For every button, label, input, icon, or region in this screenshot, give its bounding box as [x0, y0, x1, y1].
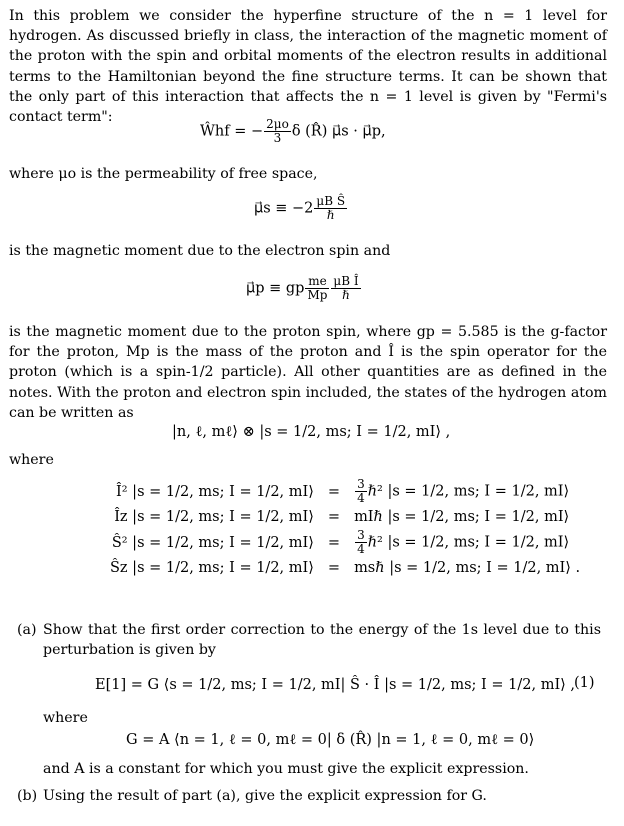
whf-fraction [264, 118, 291, 145]
eigen-rhs [354, 556, 580, 580]
g-equation: G = A ⟨n = 1, ℓ = 0, mℓ = 0| δ (R̂) |n = 1, ℓ = 0, mℓ = 0⟩ [126, 732, 535, 748]
whf-rhs: δ (R̂) μ⃗s · μ⃗p, [291, 123, 386, 140]
part-a-text: Show that the first order correction to the energy of the 1s level due to this perturbation is given by [43, 622, 601, 658]
part-b [17, 786, 601, 806]
eigen-rhs-text: msℏ |s = 1/2, ms; I = 1/2, mI⟩ . [354, 560, 581, 576]
part-a [17, 620, 601, 660]
whf-lhs: Ŵhf = − [200, 123, 264, 140]
eigen-rhs-text: ℏ² |s = 1/2, ms; I = 1/2, mI⟩ [367, 534, 570, 551]
mus-frac-den: ℏ [326, 208, 335, 222]
proton-moment-equation [246, 275, 362, 302]
eigen-rhs [354, 478, 580, 505]
eigen-row [110, 529, 580, 556]
part-a-tail: and A is a constant for which you must give the explicit expression. [43, 761, 529, 777]
where-mu0-text: where μo is the permeability of free space, [9, 166, 318, 182]
eigen-lhs: Îz |s = 1/2, ms; I = 1/2, mI⟩ [114, 509, 314, 525]
mup-mass-fraction [305, 275, 329, 302]
eigen-rhs-text: mIℏ |s = 1/2, ms; I = 1/2, mI⟩ [354, 509, 570, 525]
mup-lhs: μ⃗p ≡ gp [246, 280, 305, 297]
equation-number: (1) [574, 675, 595, 691]
eigen-rhs [354, 529, 580, 556]
eigen-equals: = [327, 560, 341, 576]
mup-frac1-num: me [305, 275, 329, 289]
eigen-coef-num: 3 [357, 477, 365, 491]
eigen-equals: = [327, 509, 341, 525]
where-label: where [9, 452, 54, 468]
intro-paragraph: In this problem we consider the hyperfine structure of the n = 1 level for hydrogen. As discussed briefly in class, the interaction of the magnetic moment of the proton with the spin and orbital moments of the electron results in additional terms to the Hamiltonian beyond the fine structure terms. It can be shown that the only part of this interaction that affects the n = 1 level is given by "Fermi's contact term": [9, 8, 607, 126]
mus-lhs: μ⃗s ≡ −2 [254, 200, 314, 217]
eigen-rhs-text: ℏ² |s = 1/2, ms; I = 1/2, mI⟩ [367, 483, 570, 500]
part-b-label: (b) [17, 788, 38, 804]
part-b-text: Using the result of part (a), give the explicit expression for G. [43, 788, 487, 804]
eigen-equals: = [327, 483, 341, 500]
mus-fraction [314, 195, 347, 222]
mup-frac2-num: μB Î [333, 274, 359, 288]
proton-moment-description: is the magnetic moment due to the proton spin, where gp = 5.585 is the g-factor for the proton, Mp is the mass of the proton and Î is the spin operator for the proton (which is a spin-1/2 particle). All other quantities are as defined in the notes. With the proton and electron spin included, the states of the hydrogen atom can be written as [9, 324, 607, 421]
eigenvalue-equations [110, 478, 580, 580]
eigen-row [110, 505, 580, 529]
eigen-lhs: Ŝ² |s = 1/2, ms; I = 1/2, mI⟩ [111, 534, 314, 551]
electron-moment-description: is the magnetic moment due to the electron spin and [9, 243, 391, 259]
mus-frac-num: μB Ŝ [316, 194, 346, 208]
eigen-row [110, 556, 580, 580]
eigen-coef-fraction [355, 529, 367, 556]
mup-frac2-den: ℏ [342, 288, 350, 302]
eigen-coef-den: 4 [357, 542, 365, 556]
eigen-equals: = [327, 534, 341, 551]
eigen-coef-den: 4 [357, 491, 365, 505]
part-a-where: where [43, 710, 88, 726]
state-equation: |n, ℓ, mℓ⟩ ⊗ |s = 1/2, ms; I = 1/2, mI⟩ , [172, 424, 451, 440]
eigen-lhs: Î² |s = 1/2, ms; I = 1/2, mI⟩ [116, 483, 314, 500]
whf-frac-num: 2μo [266, 117, 289, 131]
eigen-lhs: Ŝz |s = 1/2, ms; I = 1/2, mI⟩ [110, 560, 314, 576]
eigen-rhs [354, 505, 580, 529]
electron-moment-equation [254, 195, 348, 222]
whf-frac-den: 3 [273, 131, 282, 145]
part-a-label: (a) [17, 622, 37, 638]
mup-spin-fraction [331, 275, 360, 302]
eigen-coef-fraction [355, 478, 367, 505]
fermi-contact-equation [200, 118, 386, 145]
mup-frac1-den: Mp [307, 288, 328, 302]
eigen-coef-num: 3 [357, 528, 365, 542]
eigen-row [110, 478, 580, 505]
energy-correction-equation: E[1] = G ⟨s = 1/2, ms; I = 1/2, mI| Ŝ · Î |s = 1/2, ms; I = 1/2, mI⟩ , [95, 677, 576, 693]
